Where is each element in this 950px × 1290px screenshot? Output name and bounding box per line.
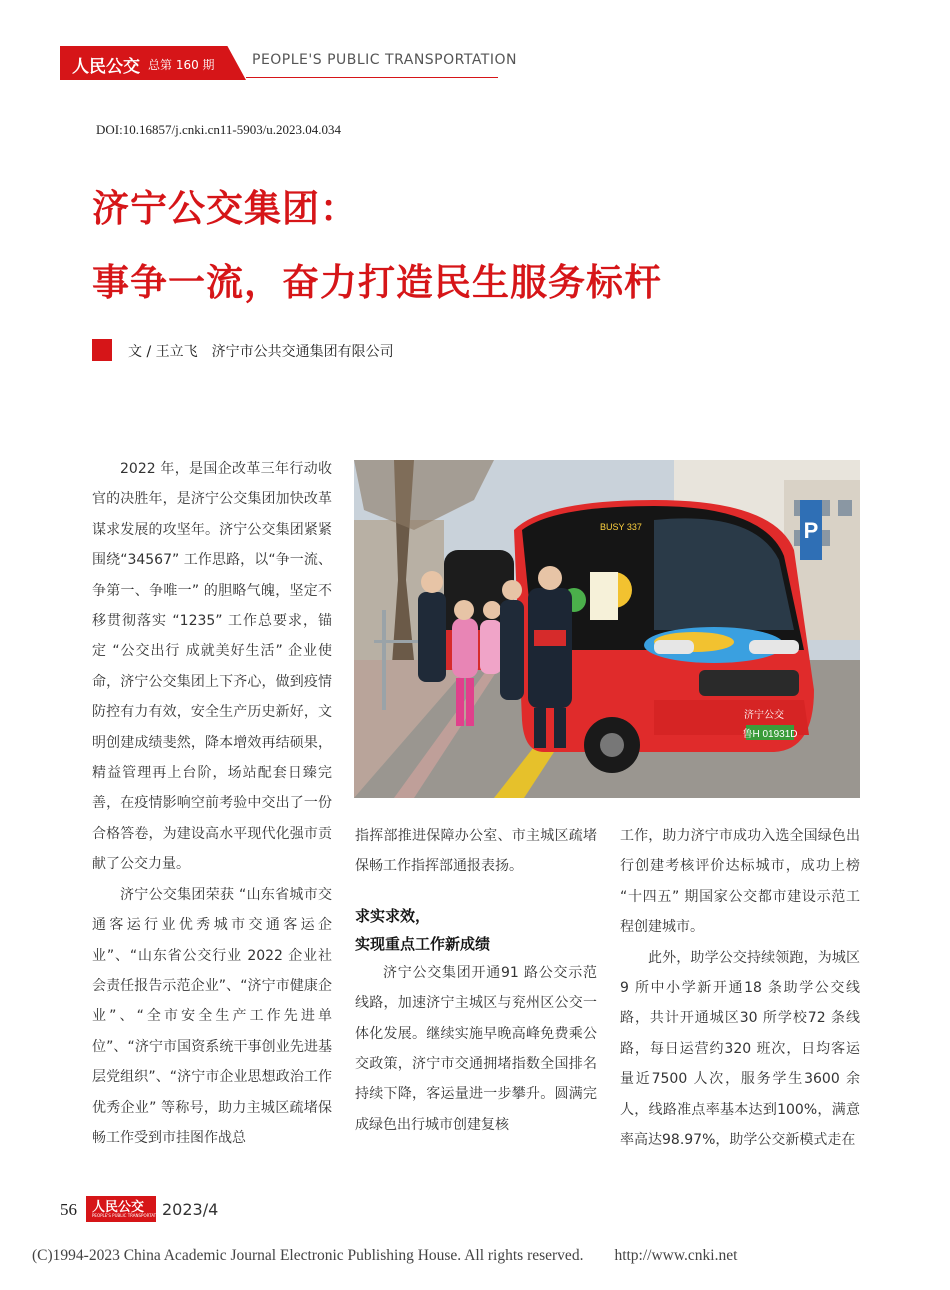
paragraph: 济宁公交集团荣获 “山东省城市交通客运行业优秀城市交通客运企业”、“山东省公交行业 2022 企业社会责任报告示范企业”、“济宁市健康企业”、“全市安全生产工作先进单位”、“济宁市国资系统干事创业先进基层党组织”、“济宁市企业思想政治工作优秀企业” 等称号，助力主城区疏堵保畅工作受到市挂图作战总 xyxy=(92,886,332,1146)
issue-number: 总第 160 期 xyxy=(148,58,215,72)
magazine-name: 人民公交 xyxy=(72,57,140,77)
article-title-line2: 事争一流，奋力打造民生服务标杆 xyxy=(92,261,662,304)
article-title-line1: 济宁公交集团： xyxy=(92,187,358,230)
body-column-3 xyxy=(620,821,860,1155)
paragraph: 2022 年，是国企改革三年行动收官的决胜年，是济宁公交集团加快改革谋求发展的攻坚年。济宁公交集团紧紧围绕“34567” 工作思路，以“争一流、争第一、争唯一” 的胆略气魄，坚定不移贯彻落实 “1235” 工作总要求，锚定 “公交出行 成就美好生活” 企业使命，济宁公交集团上下齐心，做到疫情防控有力有效，安全生产历史新好，文明创建成绩斐然，降本增效再结硕果，精益管理再上台阶，场站配套日臻完善，在疫情影响空前考验中交出了一份合格答卷，为建设高水平现代化强市贡献了公交力量。 xyxy=(92,461,332,873)
issue-date: 2023/4 xyxy=(162,1200,219,1219)
body-column-1 xyxy=(92,454,332,1153)
paragraph: 此外，助学公交持续领跑，为城区9 所中小学新开通18 条助学公交线路，共计开通城区30 所学校72 条线路，每日运营约320 班次，日均客运量近7500 人次，服务学生3600 余人，线路准点率基本达到100%，满意率高达98.97%，助学公交新模式走在 xyxy=(620,949,860,1149)
footer-logo-text: 人民公交 xyxy=(92,1200,145,1215)
section-heading: 求实求效， xyxy=(355,906,431,925)
copyright-notice: (C)1994-2023 China Academic Journal Electronic Publishing House. All rights reserved. http://www.cnki.net xyxy=(32,1247,738,1264)
svg-text:P: P xyxy=(803,518,819,543)
paragraph: 工作，助力济宁市成功入选全国绿色出行创建考核评价达标城市，成功上榜 “十四五” 期国家公交都市建设示范工程创建城市。 xyxy=(620,828,860,936)
header-rule xyxy=(246,77,498,78)
bus-side-text: 济宁公交 xyxy=(744,710,784,721)
paragraph: 指挥部推进保障办公室、市主城区疏堵保畅工作指挥部通报表扬。 xyxy=(355,828,597,875)
bus-photo xyxy=(354,460,860,798)
author-line: 文 / 王立飞 济宁市公共交通集团有限公司 xyxy=(128,344,394,360)
section-heading: 实现重点工作新成绩 xyxy=(355,934,491,953)
paragraph: 济宁公交集团开通91 路公交示范线路，加速济宁主城区与兖州区公交一体化发展。继续实施早晚高峰免费乘公交政策，济宁市交通拥堵指数全国排名持续下降，客运量进一步攀升。圆满完成绿色出行城市创建复核 xyxy=(355,964,597,1133)
doi: DOI:10.16857/j.cnki.cn11-5903/u.2023.04.034 xyxy=(96,122,342,137)
bus-banner: BUSY 337 xyxy=(600,522,642,532)
body-column-2 xyxy=(355,821,597,1140)
magazine-english-title: PEOPLE'S PUBLIC TRANSPORTATION xyxy=(252,52,517,68)
page-number: 56 xyxy=(60,1200,77,1219)
footer-logo-subtext: PEOPLE'S PUBLIC TRANSPORTATION xyxy=(92,1213,164,1218)
bus-plate: 鲁H 01931D xyxy=(742,729,798,740)
author-marker xyxy=(92,339,112,361)
